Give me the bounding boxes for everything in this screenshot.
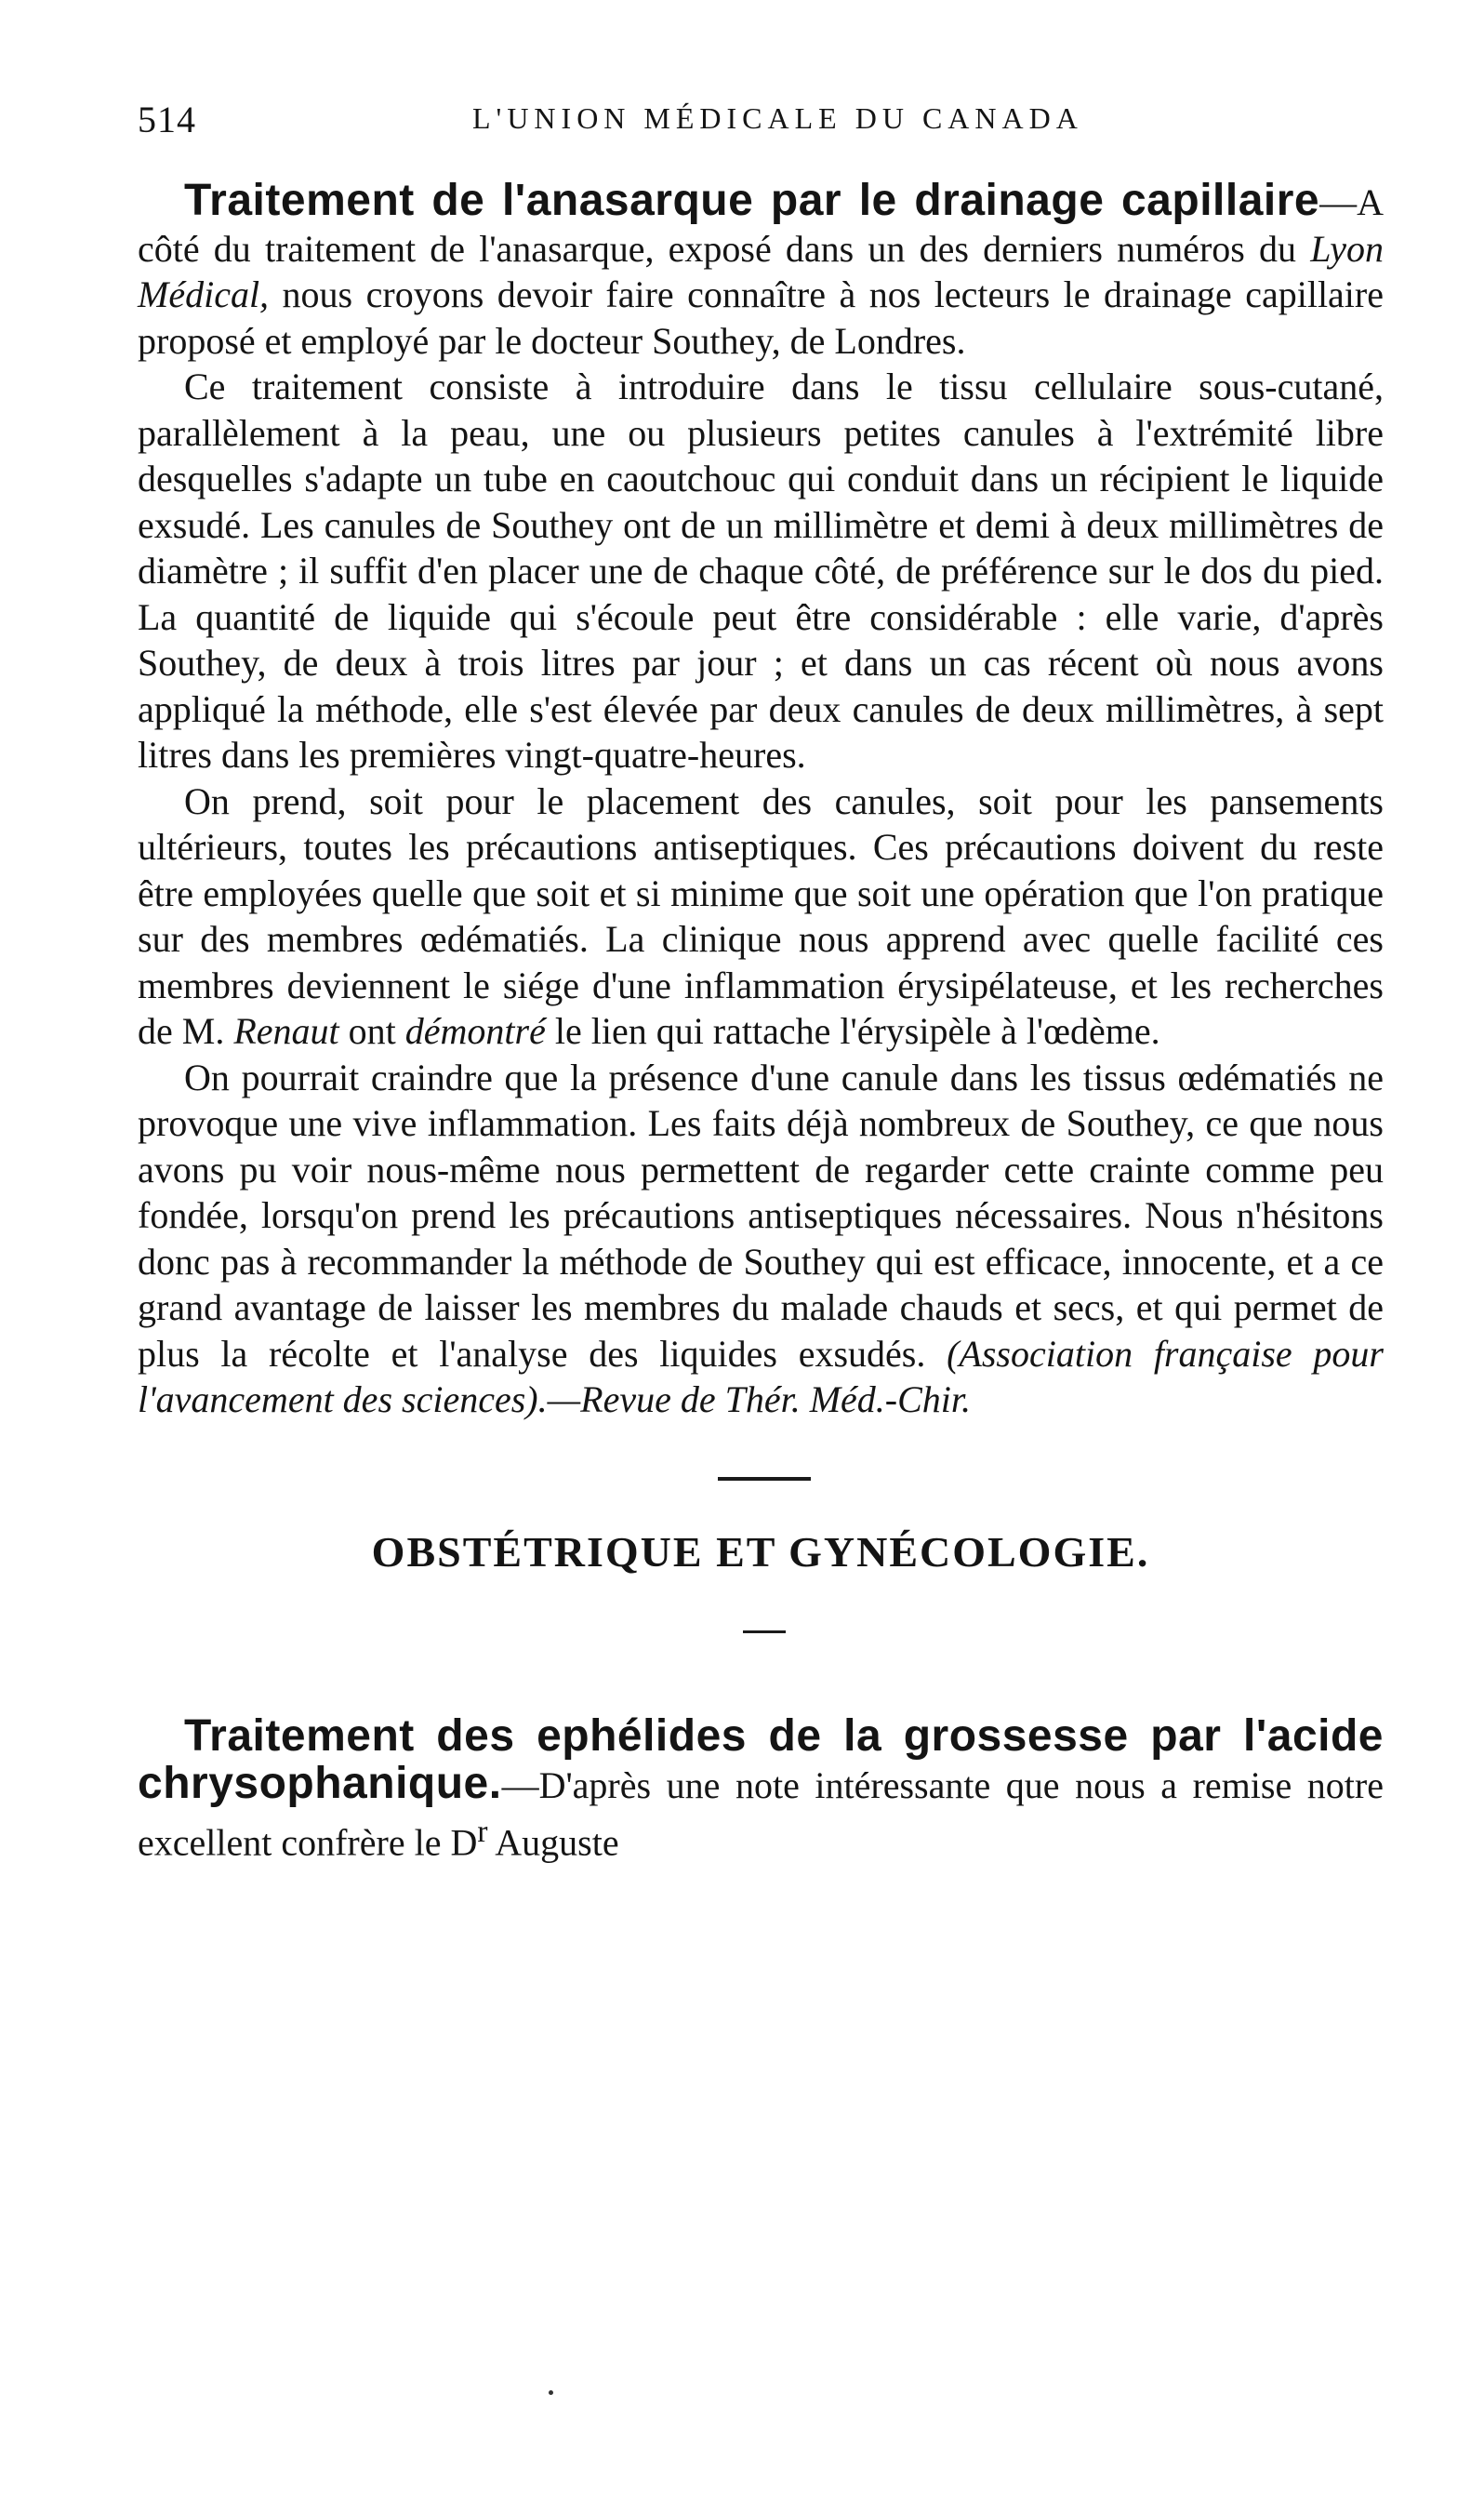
article-ephelides-title: Traitement des ephélides de la grossesse par l'acide chrysophanique. xyxy=(138,1710,1384,1808)
lead-journal-name: Lyon Médical, xyxy=(138,227,1384,315)
ephelides-text-end: Auguste xyxy=(487,1820,619,1863)
section-divider-rule xyxy=(718,1477,811,1481)
precautions-text-end: le lien qui rattache l'érysipèle à l'œdème. xyxy=(545,1010,1160,1052)
section-short-rule xyxy=(743,1630,786,1633)
author-name: Renaut xyxy=(233,1010,339,1052)
section-title: OBSTÉTRIQUE ET GYNÉCOLOGIE. xyxy=(371,1527,1150,1576)
article-ephelides-lead-paragraph xyxy=(138,1710,1384,1866)
ephelides-superscript: r xyxy=(477,1814,488,1849)
precautions-text: On prend, soit pour le placement des canules, soit pour les pansements ultérieurs, toutes les précautions antiseptiques. Ces précautions doivent du reste être employées quelle que soit et si minime que soit une opération que l'on pratique sur des membres œdématiés. La clinique nous apprend avec quelle facilité ces membres deviennent le siége d'une inflammation érysipélateuse, et les recherches de M. xyxy=(138,779,1384,1052)
precautions-italic: démontré xyxy=(404,1010,546,1052)
ephelides-text: —D'après une note intéressante que nous a remise notre excellent confrère le D xyxy=(138,1764,1384,1863)
paragraph-conclusion xyxy=(138,1055,1384,1423)
paper-speck xyxy=(549,2390,553,2395)
book-page xyxy=(138,88,1384,1865)
journal-title: L'UNION MÉDICALE DU CANADA xyxy=(472,101,1083,135)
article-anasarque xyxy=(138,178,1384,1423)
article-ephelides xyxy=(138,1710,1384,1866)
running-head xyxy=(138,88,1384,144)
lead-text-rest: nous croyons devoir faire connaître à nos lecteurs le drainage capillaire proposé et employé par le docteur Southey, de Londres. xyxy=(138,273,1384,362)
page-number: 514 xyxy=(138,99,196,140)
lead-text: —A côté du traitement de l'anasarque, exposé dans un des derniers numéros du xyxy=(138,181,1384,270)
conclusion-text: On pourrait craindre que la présence d'une canule dans les tissus œdématiés ne provoque une vive inflammation. Les faits déjà nombreux de Southey, ce que nous avons pu voir nous-même nous permettent de regarder cette crainte comme peu fondée, lorsqu'on prend les précautions antiseptiques nécessaires. Nous n'hésitons donc pas à recommander la méthode de Southey qui est efficace, innocente, et a ce grand avantage de laisser les membres du malade chauds et secs, et qui permet de plus la récolte et l'analyse des liquides exsudés. xyxy=(138,1056,1384,1375)
precautions-text-mid: ont xyxy=(338,1010,405,1052)
paragraph-treatment: Ce traitement consiste à introduire dans le tissu cellulaire sous-cutané, parallèlement à la peau, une ou plusieurs petites canules à l'extrémité libre desquelles s'adapte un tube en caoutchouc qui conduit dans un récipient le liquide exsudé. Les canules de Southey ont de un millimètre et demi à deux millimètres de diamètre ; il suffit d'en placer une de chaque côté, de préférence sur le dos du pied. La quantité de liquide qui s'écoule peut être considérable : elle varie, d'après Southey, de deux à trois litres par jour ; et dans un cas récent où nous avons appliqué la méthode, elle s'est élevée par deux canules de deux millimètres, à sept litres dans les premières vingt-quatre-heures. xyxy=(138,366,1384,776)
citation: (Association française pour l'avancement des sciences).—Revue de Thér. Méd.-Chir. xyxy=(138,1332,1385,1420)
article-anasarque-lead-paragraph xyxy=(138,178,1384,364)
paragraph-precautions xyxy=(138,778,1384,1055)
article-anasarque-title: Traitement de l'anasarque par le drainage capillaire xyxy=(184,176,1320,225)
